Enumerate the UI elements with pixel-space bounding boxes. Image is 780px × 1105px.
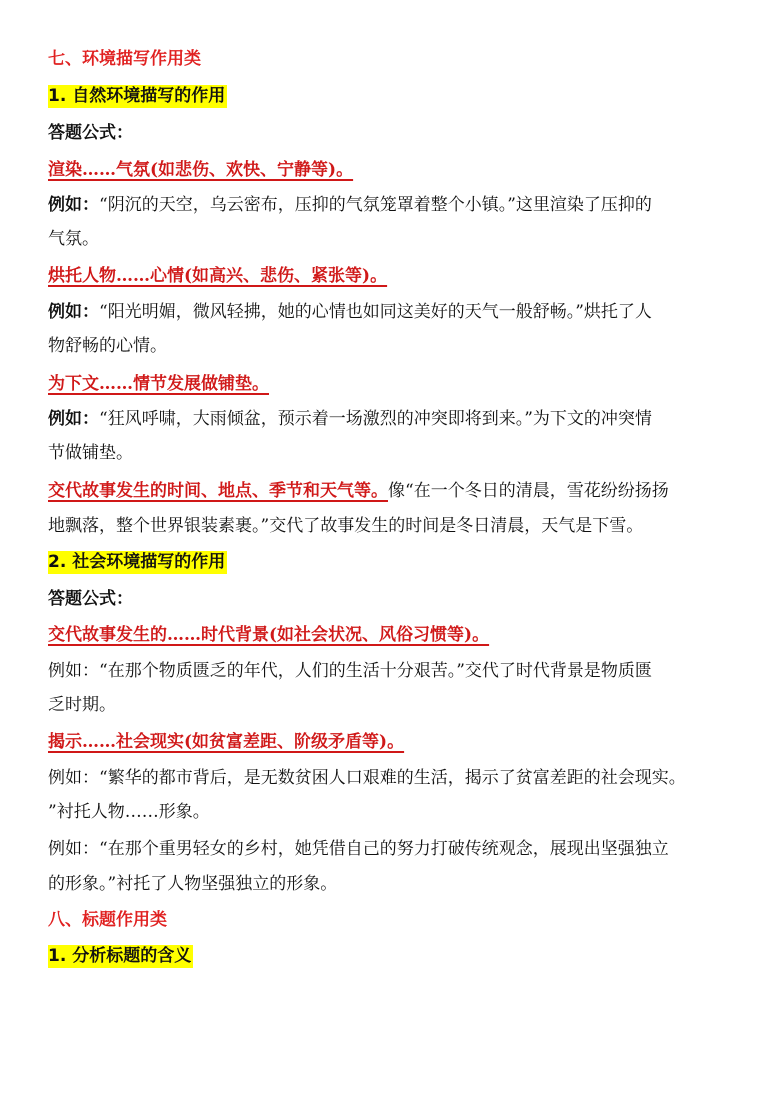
example-label: 例如：	[48, 195, 99, 215]
formula-line	[48, 366, 738, 402]
example-text-continued: 气氛。	[48, 229, 99, 249]
example-text-continued: 的形象。”衬托了人物坚强独立的形象。	[48, 874, 338, 894]
example-line	[48, 187, 738, 223]
formula-line	[48, 258, 738, 294]
subheading-title-meaning: 1. 分析标题的含义	[48, 946, 192, 966]
section-title-environment: 七、环境描写作用类	[48, 49, 201, 69]
example-text: 例如：“在那个物质匮乏的年代，人们的生活十分艰苦。”交代了时代背景是物质匮	[48, 661, 652, 681]
formula-render-atmosphere: 渲染……气氛(如悲伤、欢快、宁静等)。	[48, 160, 354, 180]
subheading-natural: 1. 自然环境描写的作用	[48, 86, 226, 106]
example-text: “阴沉的天空，乌云密布，压抑的气氛笼罩着整个小镇。”这里渲染了压抑的	[99, 195, 652, 215]
formula-line	[48, 152, 738, 188]
example-text: 例如：“在那个重男轻女的乡村，她凭借自己的努力打破传统观念，展现出坚强独立	[48, 839, 669, 859]
subheading-social: 2. 社会环境描写的作用	[48, 552, 226, 572]
example-label: 例如：	[48, 409, 99, 429]
formula-line	[48, 617, 738, 653]
example-label: 例如：	[48, 302, 99, 322]
example-text-continued: 物舒畅的心情。	[48, 336, 167, 356]
example-line	[48, 401, 738, 437]
formula-reveal-reality: 揭示……社会现实(如贫富差距、阶级矛盾等)。	[48, 732, 405, 752]
example-text-continued: ”衬托人物……形象。	[48, 802, 210, 822]
example-text-continued: 乏时期。	[48, 695, 116, 715]
example-line	[48, 294, 738, 330]
formula-setting-time: 交代故事发生的时间、地点、季节和天气等。	[48, 481, 388, 501]
subheading-social-line	[48, 544, 738, 580]
subheading-natural-line	[48, 78, 738, 114]
formula-set-off-mood: 烘托人物……心情(如高兴、悲伤、紧张等)。	[48, 266, 388, 286]
example-text-continued: 节做铺垫。	[48, 443, 133, 463]
example-text: 例如：“繁华的都市背后，是无数贫困人口艰难的生活，揭示了贫富差距的社会现实。	[48, 768, 686, 788]
formula-era-background: 交代故事发生的……时代背景(如社会状况、风俗习惯等)。	[48, 625, 490, 645]
subheading-title-meaning-line	[48, 938, 738, 974]
example-text-continued: 地飘落，整个世界银装素裹。”交代了故事发生的时间是冬日清晨，天气是下雪。	[48, 516, 644, 536]
formula-label: 答题公式：	[48, 123, 133, 143]
example-text: “阳光明媚，微风轻拂，她的心情也如同这美好的天气一般舒畅。”烘托了人	[99, 302, 652, 322]
formula-line	[48, 724, 738, 760]
formula-foreshadow: 为下文……情节发展做铺垫。	[48, 374, 269, 394]
section-title-title-function: 八、标题作用类	[48, 910, 167, 930]
formula-line	[48, 473, 738, 509]
example-text: 像“在一个冬日的清晨，雪花纷纷扬扬	[388, 481, 669, 501]
example-text: “狂风呼啸，大雨倾盆，预示着一场激烈的冲突即将到来。”为下文的冲突情	[99, 409, 652, 429]
formula-label: 答题公式：	[48, 589, 133, 609]
